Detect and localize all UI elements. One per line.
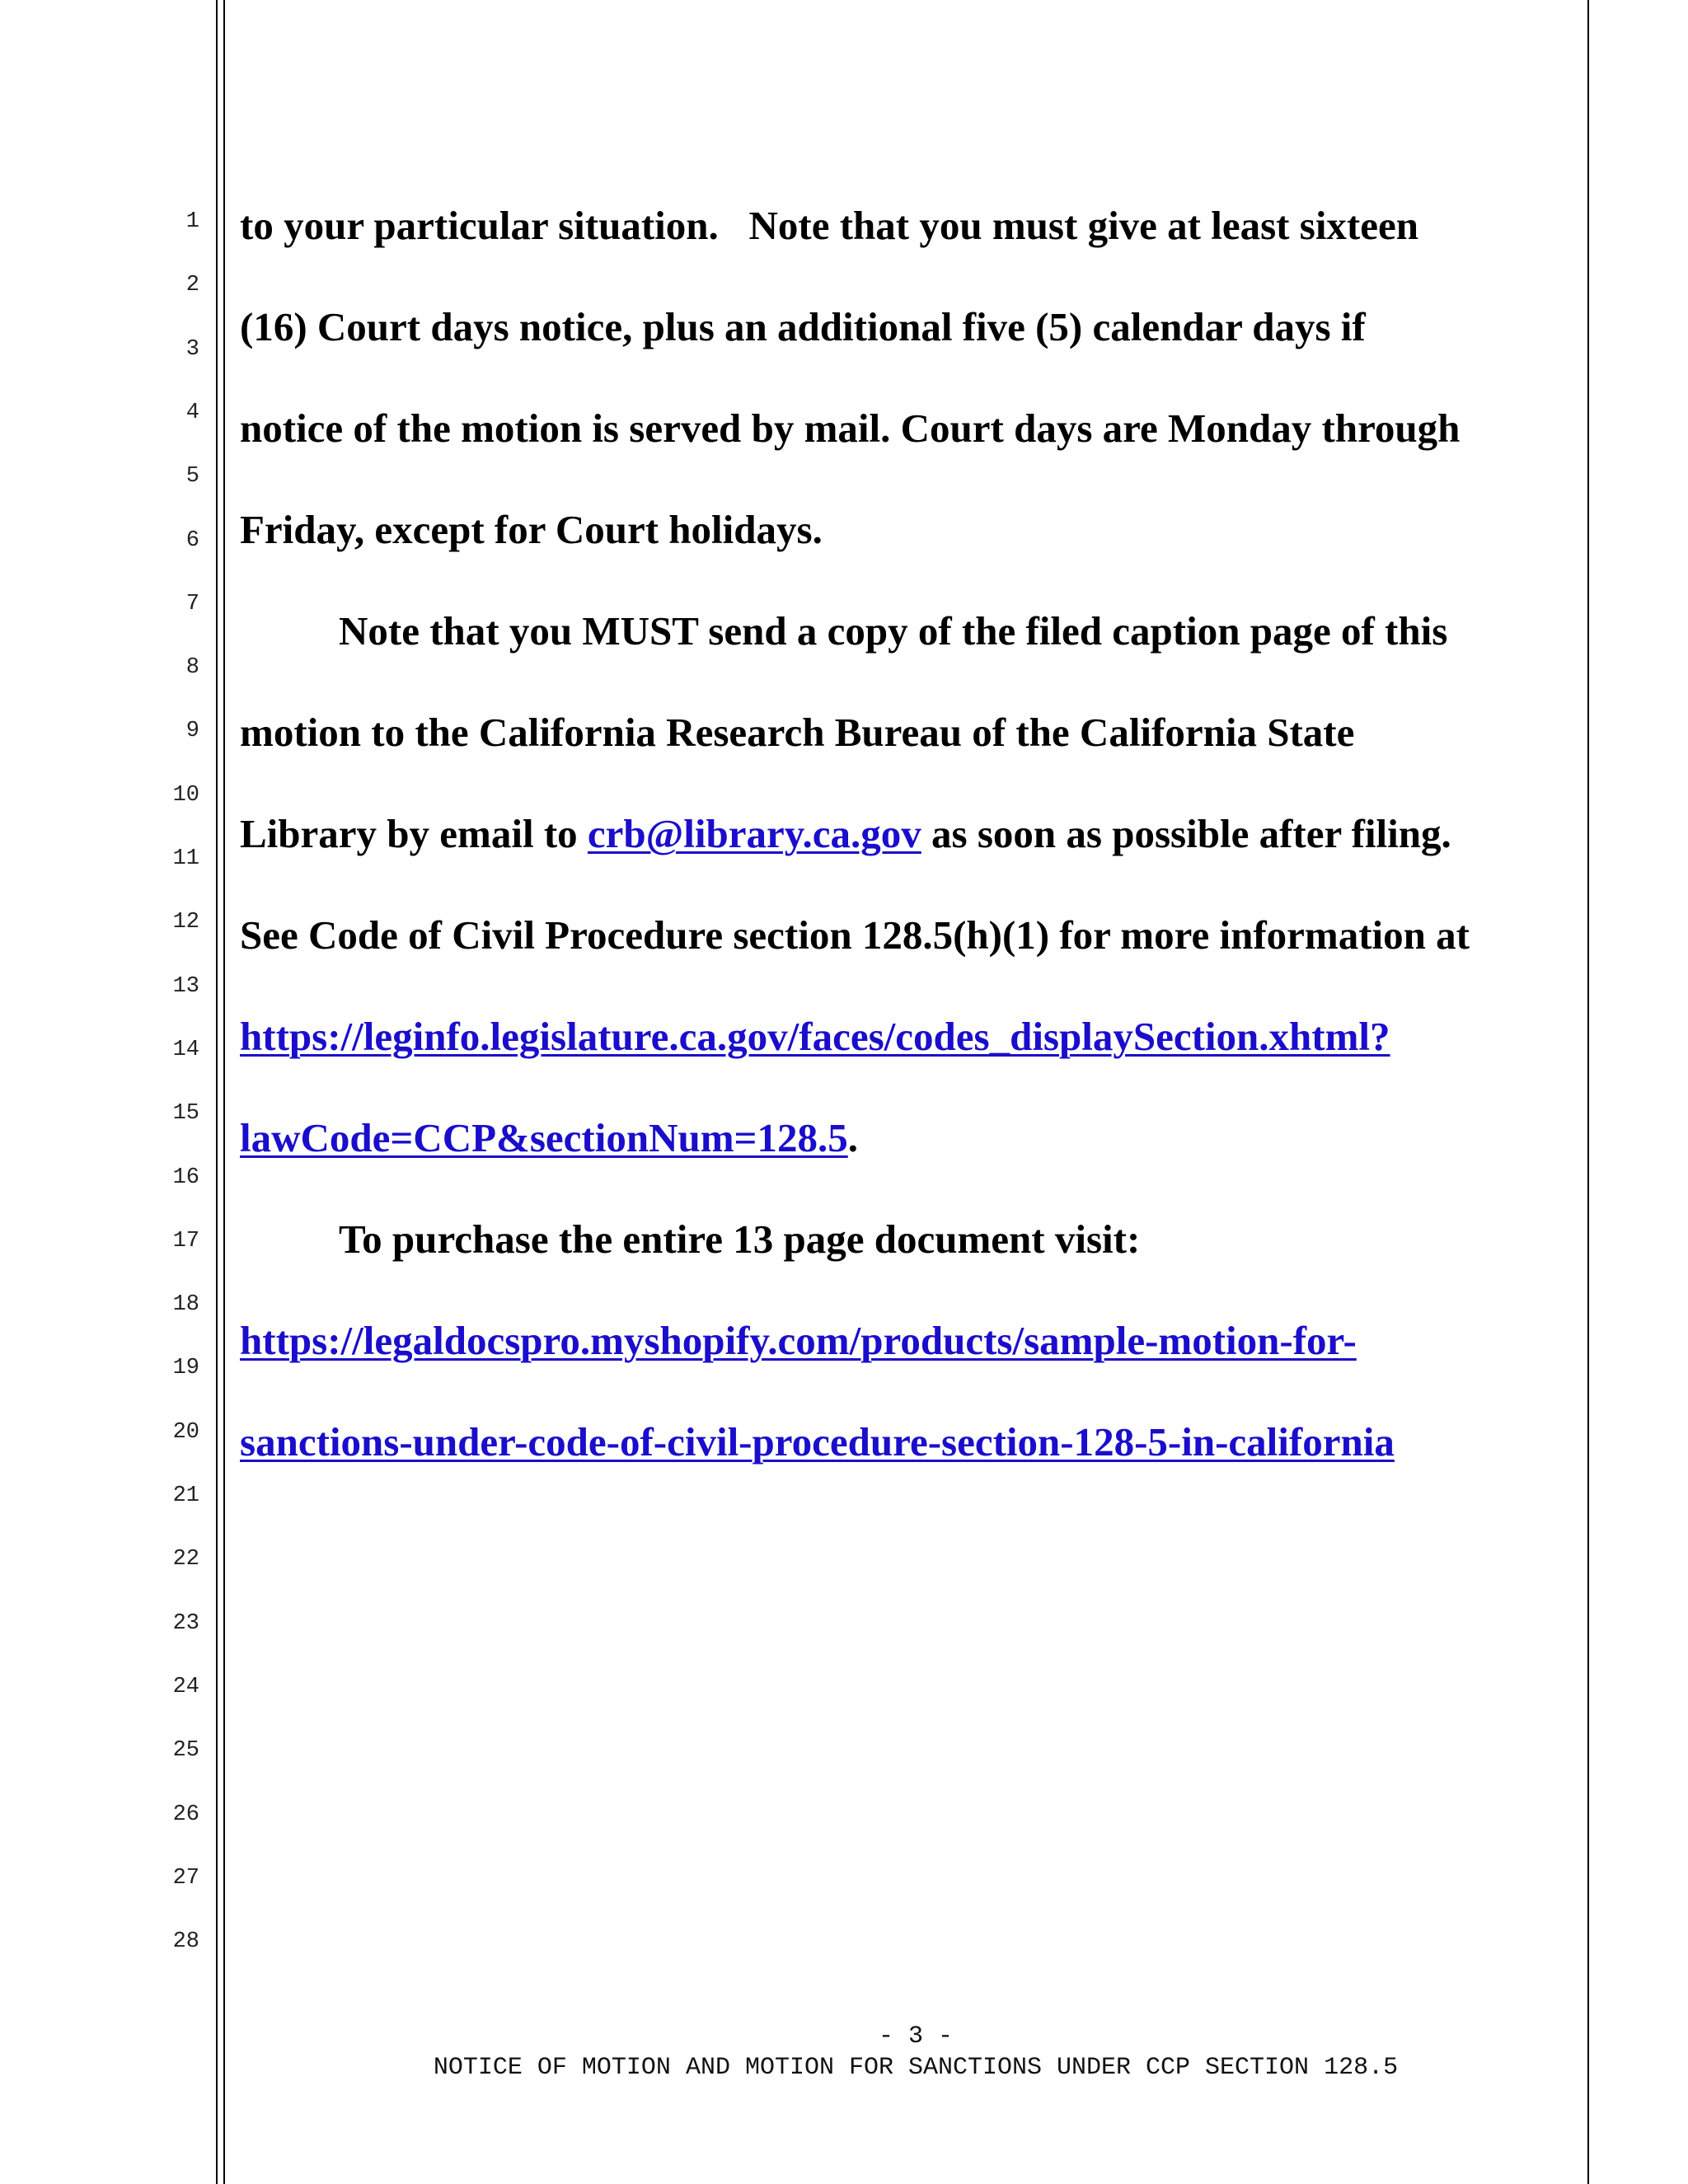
paragraph-3-line-3 [240,1418,1395,1467]
line-number: 16 [172,1165,199,1190]
line-number: 10 [172,783,199,808]
paragraph-2-line-2: motion to the California Research Bureau of the California State [240,710,1355,755]
line-number: 14 [172,1038,199,1062]
leginfo-url-link-part-2[interactable]: lawCode=CCP&sectionNum=128.5 [240,1115,848,1160]
line-number: 15 [172,1101,199,1126]
line-number: 12 [172,910,199,935]
line-number: 5 [185,464,199,489]
line-number: 7 [185,592,199,616]
paragraph-2-line-3-lead: Library by email to [240,811,588,856]
paragraph-1-line-2: (16) Court days notice, plus an additional five (5) calendar days if [240,304,1366,349]
shop-url-link-part-2[interactable]: sanctions-under-code-of-civil-procedure-section-128-5-in-california [240,1419,1395,1465]
leginfo-url-link-part-1[interactable]: https://leginfo.legislature.ca.gov/faces/codes_displaySection.xhtml? [240,1014,1390,1059]
line-number: 21 [172,1483,199,1508]
line-number: 26 [172,1802,199,1827]
left-margin-rule-outer [216,0,218,2184]
line-number: 4 [185,401,199,425]
paragraph-2-line-3-tail: as soon as possible after filing. [921,811,1451,856]
left-margin-rule-inner [223,0,225,2184]
line-number: 6 [185,528,199,553]
paragraph-2-line-4: See Code of Civil Procedure section 128.5(h)(1) for more information at [240,912,1470,958]
paragraph-2-line-5 [240,1012,1390,1062]
line-number: 1 [185,209,199,234]
paragraph-2-line-3 [240,809,1451,859]
line-number: 3 [185,337,199,362]
paragraph-3-line-2 [240,1316,1357,1366]
line-number: 25 [172,1738,199,1763]
line-number: 9 [185,719,199,743]
email-link[interactable]: crb@library.ca.gov [587,811,921,856]
paragraph-1-line-4: Friday, except for Court holidays. [240,507,823,552]
line-number: 20 [172,1420,199,1445]
line-number: 18 [172,1292,199,1317]
line-number: 2 [185,273,199,298]
line-number: 27 [172,1866,199,1891]
paragraph-3-line-1: To purchase the entire 13 page document visit: [339,1216,1141,1262]
paragraph-1-line-1: to your particular situation. Note that you must give at least sixteen [240,203,1418,248]
shop-url-link-part-1[interactable]: https://legaldocspro.myshopify.com/products/sample-motion-for- [240,1318,1357,1363]
line-number: 17 [172,1229,199,1254]
right-margin-rule [1587,0,1589,2184]
page-number: - 3 - [878,2022,953,2050]
line-number: 23 [172,1611,199,1636]
paragraph-2-period: . [847,1115,858,1160]
line-number: 11 [172,846,199,871]
paragraph-2-line-6 [240,1113,858,1163]
line-number: 22 [172,1547,199,1572]
paragraph-1-line-3: notice of the motion is served by mail. Court days are Monday through [240,405,1461,451]
line-number: 13 [172,974,199,999]
footer-title: NOTICE OF MOTION AND MOTION FOR SANCTIONS UNDER CCP SECTION 128.5 [433,2054,1399,2082]
line-number: 19 [172,1356,199,1380]
line-number: 8 [185,655,199,680]
paragraph-2-line-1: Note that you MUST send a copy of the filed caption page of this [339,608,1448,654]
line-number: 24 [172,1675,199,1699]
line-number: 28 [172,1929,199,1954]
